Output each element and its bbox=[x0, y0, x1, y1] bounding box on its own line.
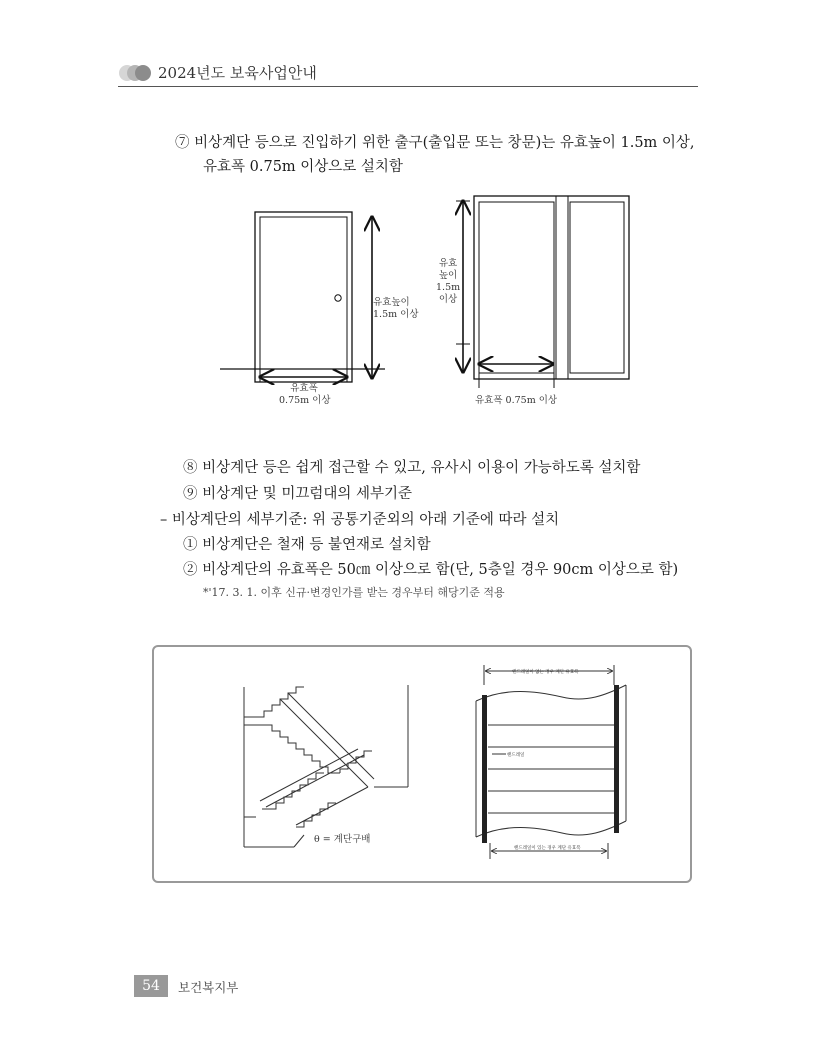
sub-item-1: ① 비상계단은 철재 등 불연재로 설치함 bbox=[183, 537, 431, 553]
door-width-label: 유효폭 0.75m 이상 bbox=[279, 383, 331, 406]
page-footer bbox=[134, 975, 334, 997]
sub-heading: – 비상계단의 세부기준: 위 공통기준외의 아래 기준에 따라 설치 bbox=[160, 512, 560, 528]
item-7-line-1: ⑦ 비상계단 등으로 진입하기 위한 출구(출입문 또는 창문)는 유효높이 1.5m 이상, bbox=[175, 135, 695, 151]
door-diagram bbox=[215, 205, 385, 385]
item-9: ⑨ 비상계단 및 미끄럼대의 세부기준 bbox=[183, 486, 413, 502]
item-7-line-2: 유효폭 0.75m 이상으로 설치함 bbox=[203, 159, 403, 175]
footnote: *'17. 3. 1. 이후 신규·변경인가를 받는 경우부터 해당기준 적용 bbox=[203, 586, 505, 599]
footer-ministry: 보건복지부 bbox=[178, 980, 239, 995]
door-height-label: 유효높이 1.5m 이상 bbox=[373, 297, 419, 320]
window-diagram bbox=[445, 192, 640, 392]
sub-item-2: ② 비상계단의 유효폭은 50㎝ 이상으로 함(단, 5층일 경우 90cm 이상으로 함) bbox=[183, 562, 679, 578]
window-width-label: 유효폭 0.75m 이상 bbox=[475, 395, 558, 406]
stair-angle-label: θ = 계단구배 bbox=[314, 834, 371, 845]
header-logo-icon bbox=[118, 61, 158, 85]
stair-top-width-label: 핸드레일이 없는 경우 계단 유효폭 bbox=[512, 670, 579, 675]
stair-bottom-width-label: 핸드레일이 있는 경우 계단 유효폭 bbox=[514, 846, 581, 851]
stair-figure-box bbox=[152, 645, 692, 883]
page-number: 54 bbox=[134, 975, 168, 997]
stair-section-drawing bbox=[236, 677, 416, 857]
header-title: 2024년도 보육사업안내 bbox=[158, 64, 317, 82]
stair-plan-drawing bbox=[466, 661, 634, 861]
header-divider bbox=[118, 86, 698, 87]
item-8: ⑧ 비상계단 등은 쉽게 접근할 수 있고, 유사시 이용이 가능하도록 설치함 bbox=[183, 460, 641, 476]
stair-handrail-label: 핸드레일 bbox=[507, 753, 525, 758]
window-height-label: 유효 높이 1.5m 이상 bbox=[436, 258, 461, 305]
page-header bbox=[118, 58, 698, 88]
